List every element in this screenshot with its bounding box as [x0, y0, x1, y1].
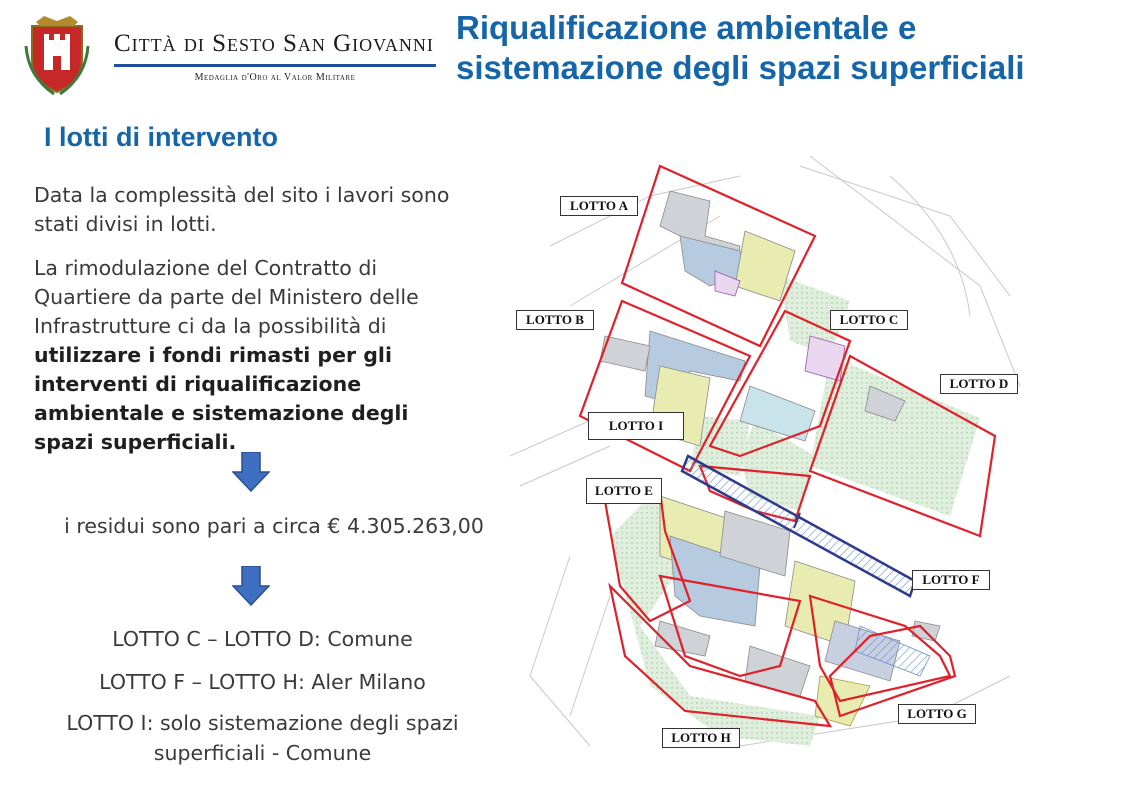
- site-map-drawing: [510, 156, 1022, 756]
- assignment-lotto-c-d: LOTTO C – LOTTO D: Comune: [112, 627, 413, 651]
- logo-divider: [114, 64, 436, 67]
- lot-label-e: LOTTO E: [586, 478, 662, 504]
- intro-paragraph: Data la complessità del sito i lavori sono stati divisi in lotti.: [34, 183, 450, 236]
- down-arrow-icon: [232, 566, 270, 606]
- down-arrow-icon: [232, 452, 270, 492]
- section-title: I lotti di intervento: [44, 122, 278, 152]
- funding-paragraph-bold: utilizzare i fondi rimasti per gli interventi di riqualificazione ambientale e sistemazione degli spazi superficiali.: [34, 343, 409, 454]
- assignment-lotto-i: LOTTO I: solo sistemazione degli spazi superficiali - Comune: [66, 711, 459, 765]
- lot-label-g: LOTTO G: [898, 704, 976, 724]
- lot-label-d: LOTTO D: [940, 374, 1018, 394]
- lotti-site-map: [510, 156, 1022, 756]
- slide-title: Riqualificazione ambientale e sistemazione degli spazi superficiali: [456, 9, 1025, 86]
- city-logo: [18, 12, 438, 98]
- residui-amount: i residui sono pari a circa € 4.305.263,00: [64, 514, 484, 538]
- city-motto: Medaglia d'Oro al Valor Militare: [194, 72, 356, 83]
- lot-label-h: LOTTO H: [662, 728, 740, 748]
- funding-paragraph-lead: La rimodulazione del Contratto di Quartiere da parte del Ministero delle Infrastrutture ci da la possibilità di: [34, 256, 419, 338]
- city-crest-icon: [24, 16, 90, 96]
- funding-paragraph: [34, 254, 474, 457]
- lot-label-c: LOTTO C: [830, 310, 908, 330]
- assignment-lotto-f-h: LOTTO F – LOTTO H: Aler Milano: [99, 670, 426, 694]
- lot-label-a: LOTTO A: [560, 196, 638, 216]
- lot-label-b: LOTTO B: [516, 310, 594, 330]
- lot-label-i: LOTTO I: [588, 412, 684, 440]
- city-name: Città di Sesto San Giovanni: [114, 30, 434, 57]
- lot-label-f: LOTTO F: [912, 570, 990, 590]
